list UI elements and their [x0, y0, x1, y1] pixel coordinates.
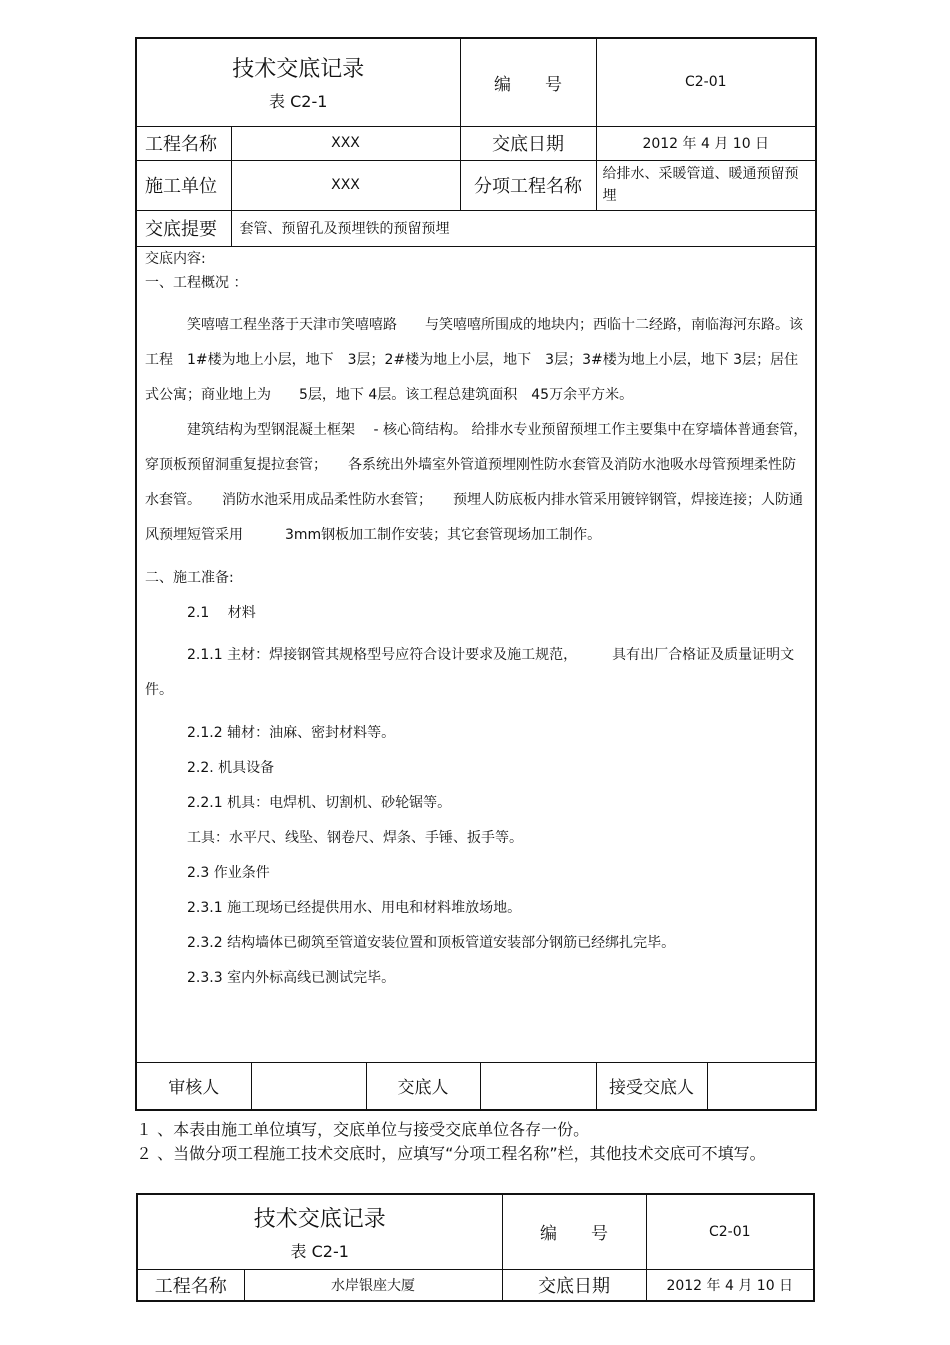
note-2: ２ 、当做分项工程施工技术交底时，应填写“分项工程名称”栏，其他技术交底可不填写。	[136, 1144, 766, 1163]
discloser-signature[interactable]	[480, 1062, 596, 1110]
receiver-label: 接受交底人	[596, 1062, 707, 1110]
form2-number-label: 编 号	[502, 1194, 646, 1269]
summary-value: 套管、预留孔及预埋铁的预留预埋	[231, 210, 816, 246]
number-value: C2-01	[596, 38, 816, 126]
overview-paragraph-1: 笑嘻嘻工程坐落于天津市笑嘻嘻路 与笑嘻嘻所围成的地块内；西临十二经路，南临海河东路。该工程 1#楼为地上小层，地下 3层；2#楼为地上小层，地下 3层；3#楼为地上小层，地下 3层；居住式公寓；商业地上为 5层，地下 4层。该工程总建筑面积 45万余平方米。	[145, 316, 803, 403]
overview-paragraph-2: 建筑结构为型钢混凝土框架 - 核心筒结构。 给排水专业预留预埋工作主要集中在穿墙体普通套管， 穿顶板预留洞重复提拉套管； 各系统出外墙室外管道预埋刚性防水套管及消防水池吸水母管预埋柔性防水套管。 消防水池采用成品柔性防水套管； 预埋人防底板内排水管采用镀锌钢管，焊接连接；人防通风预埋短管采用 3mm钢板加工制作安装；其它套管现场加工制作。	[145, 421, 815, 543]
form2-project-name-value: 水岸银座大厦	[244, 1269, 502, 1301]
form-subtitle: 表 C2-1	[269, 92, 328, 112]
item-tools: 工具：水平尺、线坠、钢卷尺、焊条、手锤、扳手等。	[187, 829, 523, 846]
sub-project-label: 分项工程名称	[460, 160, 596, 210]
form2-title-cell	[137, 1194, 502, 1269]
section-preparation-heading: 二、施工准备:	[145, 569, 234, 586]
form2-subtitle: 表 C2-1	[290, 1241, 349, 1261]
form2-number-value: C2-01	[646, 1194, 814, 1269]
item-2-3-1: 2.3.1 施工现场已经提供用水、用电和材料堆放场地。	[187, 899, 522, 916]
form2-date-value: 2012 年 4 月 10 日	[646, 1269, 814, 1301]
project-name-value: XXX	[231, 126, 460, 160]
form2-title: 技术交底记录	[253, 1206, 386, 1232]
unit-label: 施工单位	[136, 160, 231, 210]
content-heading: 交底内容:	[145, 250, 206, 267]
item-2-2: 2.2. 机具设备	[187, 759, 275, 776]
reviewer-signature[interactable]	[251, 1062, 366, 1110]
date-value: 2012 年 4 月 10 日	[596, 126, 816, 160]
form-title-cell	[136, 38, 460, 126]
disclosure-form-1	[135, 37, 817, 1111]
item-2-2-1: 2.2.1 机具：电焊机、切割机、砂轮锯等。	[187, 794, 452, 811]
reviewer-label: 审核人	[136, 1062, 251, 1110]
note-1: １ 、本表由施工单位填写，交底单位与接受交底单位各存一份。	[136, 1120, 590, 1139]
item-2-1-1: 2.1.1 主材：焊接钢管其规格型号应符合设计要求及施工规范， 具有出厂合格证及质量证明文件。	[145, 646, 795, 698]
discloser-label: 交底人	[366, 1062, 480, 1110]
form2-project-name-label: 工程名称	[137, 1269, 244, 1301]
item-2-3-2: 2.3.2 结构墙体已砌筑至管道安装位置和顶板管道安装部分钢筋已经绑扎完毕。	[187, 934, 676, 951]
item-2-3-3: 2.3.3 室内外标高线已测试完毕。	[187, 969, 396, 986]
form-notes	[136, 1118, 786, 1166]
disclosure-content	[136, 246, 816, 1062]
item-2-3: 2.3 作业条件	[187, 864, 270, 881]
unit-value: XXX	[231, 160, 460, 210]
disclosure-form-2	[136, 1193, 815, 1302]
form2-date-label: 交底日期	[502, 1269, 646, 1301]
project-name-label: 工程名称	[136, 126, 231, 160]
section-overview-heading: 一、工程概况 ：	[145, 274, 248, 291]
sub-project-value: 给排水、采暖管道、暖通预留预埋	[596, 160, 816, 210]
date-label: 交底日期	[460, 126, 596, 160]
summary-label: 交底提要	[136, 210, 231, 246]
item-2-1-2: 2.1.2 辅材：油麻、密封材料等。	[187, 724, 396, 741]
receiver-signature[interactable]	[707, 1062, 816, 1110]
item-2-1: 2.1 材料	[187, 604, 256, 621]
number-label: 编 号	[460, 38, 596, 126]
form-title: 技术交底记录	[232, 57, 365, 83]
